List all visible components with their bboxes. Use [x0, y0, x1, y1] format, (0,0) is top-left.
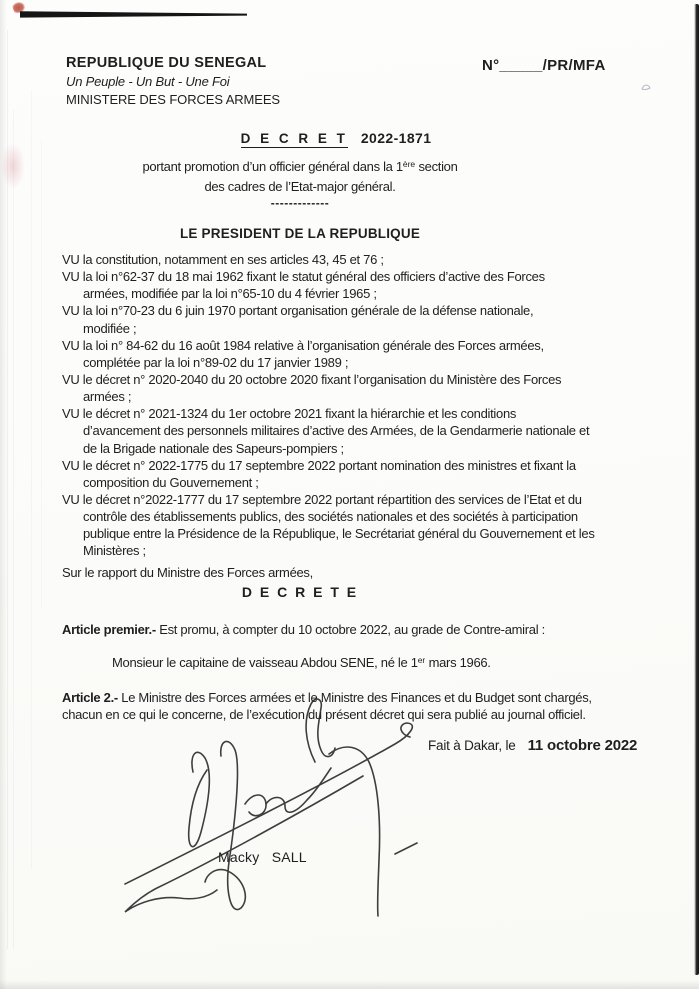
vu-line: d’avancement des personnels militaires d’active des Armées, de la Gendarmerie nationale et — [83, 423, 590, 439]
handwritten-signature — [95, 692, 490, 942]
report-clause: Sur le rapport du Ministre des Forces armées, — [62, 565, 313, 580]
vu-line: publique entre la Présidence de la République, le Secrétariat général du Gouvernement et les — [83, 526, 595, 542]
signature-stroke — [205, 741, 245, 909]
decree-title-row — [0, 130, 672, 146]
signature-stroke — [395, 843, 417, 854]
article-2 — [62, 689, 592, 724]
decree-word: D E C R E T — [240, 131, 348, 146]
national-motto: Un Peuple - Un But - Une Foi — [66, 74, 230, 89]
scan-left-shading — [0, 0, 7, 989]
article-2-line-2: chacun en ce qui le concerne, de l’exécution du présent décret qui sera publié au journal officiel. — [62, 707, 586, 723]
signer-name: Macky SALL — [218, 849, 307, 865]
subject-line-2: des cadres de l’Etat-major général. — [204, 178, 396, 194]
subject-line-1: portant promotion d’un officier général dans la 1ère section — [142, 158, 458, 174]
vu-line: VU la loi n°70-23 du 6 juin 1970 portant organisation générale de la défense nationale, — [62, 303, 534, 319]
scan-edge-bar — [694, 4, 699, 975]
vu-line: VU le décret n° 2020-2040 du 20 octobre 2020 fixant l’organisation du Ministère des Forces — [62, 371, 562, 387]
vu-line: composition du Gouvernement ; — [83, 474, 259, 490]
vu-line: VU le décret n° 2021-1324 du 1er octobre 2021 fixant la hiérarchie et les conditions — [62, 406, 517, 422]
vu-line: modifiée ; — [83, 320, 137, 336]
article-1-label: Article premier.- — [62, 622, 156, 637]
signature-stroke — [189, 752, 210, 846]
signoff-place: Fait à Dakar, le — [428, 738, 516, 753]
vu-line: armées, modifiée par la loi n°65-10 du 4 février 1965 ; — [83, 286, 377, 302]
vu-line: de la Brigade nationale des Sapeurs-pompiers ; — [83, 440, 344, 456]
decree-reference-number: N°_____/PR/MFA — [482, 57, 606, 74]
decree-number: 2022-1871 — [360, 130, 432, 146]
article-2-line-1: Article 2.- Le Ministre des Forces armées et le Ministre des Finances et du Budget sont chargés, — [62, 690, 592, 705]
scan-squiggle-mark — [642, 85, 650, 89]
red-ink-mark — [12, 0, 27, 14]
article-2-label: Article 2.- — [62, 690, 118, 705]
vu-line: VU la loi n° 84-62 du 16 août 1984 relative à l’organisation générale des Forces armées, — [62, 337, 544, 353]
signoff-row — [428, 737, 637, 754]
decree-subject — [0, 158, 600, 213]
signature-stroke — [245, 795, 266, 816]
signature-stroke — [329, 747, 380, 916]
vu-line: Ministères ; — [83, 543, 146, 559]
president-heading: LE PRESIDENT DE LA REPUBLIQUE — [179, 226, 421, 241]
promotion-line: Monsieur le capitaine de vaisseau Abdou SENE, né le 1er mars 1966. — [112, 654, 491, 670]
vu-line: complétée par la loi n°89-02 du 17 janvier 1989 ; — [83, 354, 349, 370]
ordinal-superscript: ère — [402, 158, 416, 169]
scan-top-bar — [20, 11, 247, 17]
article-1-text: Est promu, à compter du 10 octobre 2022, au grade de Contre-amiral : — [155, 622, 545, 637]
vu-line: armées ; — [83, 389, 132, 405]
vu-line: VU la loi n°62-37 du 18 mai 1962 fixant le statut général des officiers d’active des Forces — [62, 269, 545, 285]
vu-line: VU le décret n° 2022-1775 du 17 septembre 2022 portant nomination des ministres et fixant la — [62, 457, 576, 473]
dash-separator: ------------- — [270, 196, 330, 210]
vu-line: VU le décret n°2022-1777 du 17 septembre 2022 portant répartition des services de l’Etat et du — [62, 491, 582, 507]
scan-bottom-shading — [0, 980, 699, 989]
signature-stroke — [266, 768, 331, 812]
vu-line: contrôle des établissements publics, des sociétés nationales et des sociétés à participation — [83, 509, 578, 525]
republic-title: REPUBLIQUE DU SENEGAL — [66, 55, 267, 71]
vu-line: VU la constitution, notamment en ses articles 43, 45 et 76 ; — [62, 252, 384, 267]
signoff-date: 11 octobre 2022 — [527, 737, 638, 754]
ministry-name: MINISTERE DES FORCES ARMEES — [66, 92, 281, 107]
decrete-heading: D E C R E T E — [241, 584, 359, 600]
vu-list — [62, 251, 682, 560]
article-1 — [62, 622, 545, 637]
signature-stroke — [125, 776, 363, 912]
ordinal-superscript: er — [417, 654, 426, 665]
